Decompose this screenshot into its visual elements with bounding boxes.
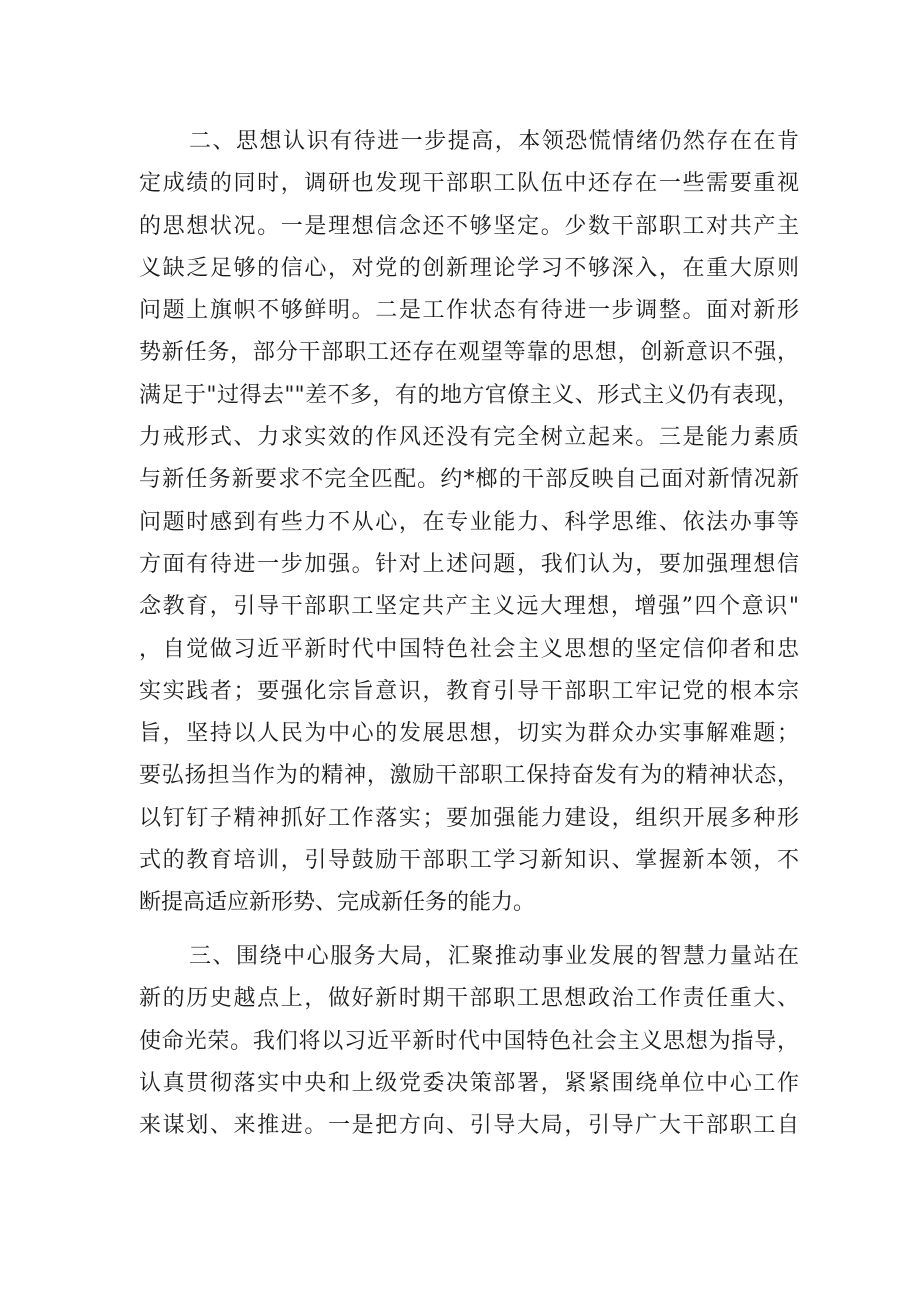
text-line: ，自觉做习近平新时代中国特色社会主义思想的坚定信仰者和忠 <box>139 636 799 662</box>
text-line: 旨，坚持以人民为中心的发展思想，切实为群众办实事解难题； <box>139 721 799 747</box>
text-line: 义缺乏足够的信心，对党的创新理论学习不够深入，在重大原则 <box>139 255 799 281</box>
paragraph-serve-overall-situation <box>139 936 799 1147</box>
text-line: 实实践者；要强化宗旨意识，教育引导干部职工牢记党的根本宗 <box>139 678 799 704</box>
text-line: 的思想状况。一是理想信念还不够坚定。少数干部职工对共产主 <box>139 213 799 239</box>
text-line: 以钉钉子精神抓好工作落实；要加强能力建设，组织开展多种形 <box>139 805 799 831</box>
text-line: 三、围绕中心服务大局，汇聚推动事业发展的智慧力量站在 <box>189 944 799 969</box>
text-line: 势新任务，部分干部职工还存在观望等靠的思想，创新意识不强， <box>139 340 799 366</box>
text-line: 新的历史越点上，做好新时期干部职工思想政治工作责任重大、 <box>139 986 799 1012</box>
paragraph-ideological-awareness <box>139 121 799 925</box>
text-line: 满足于"过得去""差不多，有的地方官僚主义、形式主义仍有表现， <box>139 382 799 408</box>
text-line: 二、思想认识有待进一步提高，本领恐慌情绪仍然存在在肯 <box>189 129 799 154</box>
text-line: 来谋划、来推进。一是把方向、引导大局，引导广大干部职工自 <box>139 1113 799 1139</box>
text-line: 式的教育培训，引导鼓励干部职工学习新知识、掌握新本领，不 <box>139 848 799 874</box>
text-line: 使命光荣。我们将以习近平新时代中国特色社会主义思想为指导， <box>139 1028 799 1054</box>
text-line: 问题上旗帜不够鲜明。二是工作状态有待进一步调整。面对新形 <box>139 298 799 324</box>
text-line: 问题时感到有些力不从心，在专业能力、科学思维、依法办事等 <box>139 509 799 535</box>
text-line: 与新任务新要求不完全匹配。约*榔的干部反映自己面对新情况新 <box>139 467 799 493</box>
text-line: 认真贯彻落实中央和上级党委决策部署，紧紧围绕单位中心工作 <box>139 1070 799 1096</box>
text-line: 方面有待进一步加强。针对上述问题，我们认为，要加强理想信 <box>139 551 799 577</box>
text-line: 力戒形式、力求实效的作风还没有完全树立起来。三是能力素质 <box>139 425 799 451</box>
text-line: 定成绩的同时，调研也发现干部职工队伍中还存在一些需要重视 <box>139 171 799 197</box>
text-line: 念教育，引导干部职工坚定共产主义远大理想，增强”四个意识" <box>139 594 799 620</box>
text-line: 断提高适应新形势、完成新任务的能力。 <box>139 890 536 916</box>
text-line: 要弘扬担当作为的精神，激励干部职工保持奋发有为的精神状态， <box>139 763 799 789</box>
